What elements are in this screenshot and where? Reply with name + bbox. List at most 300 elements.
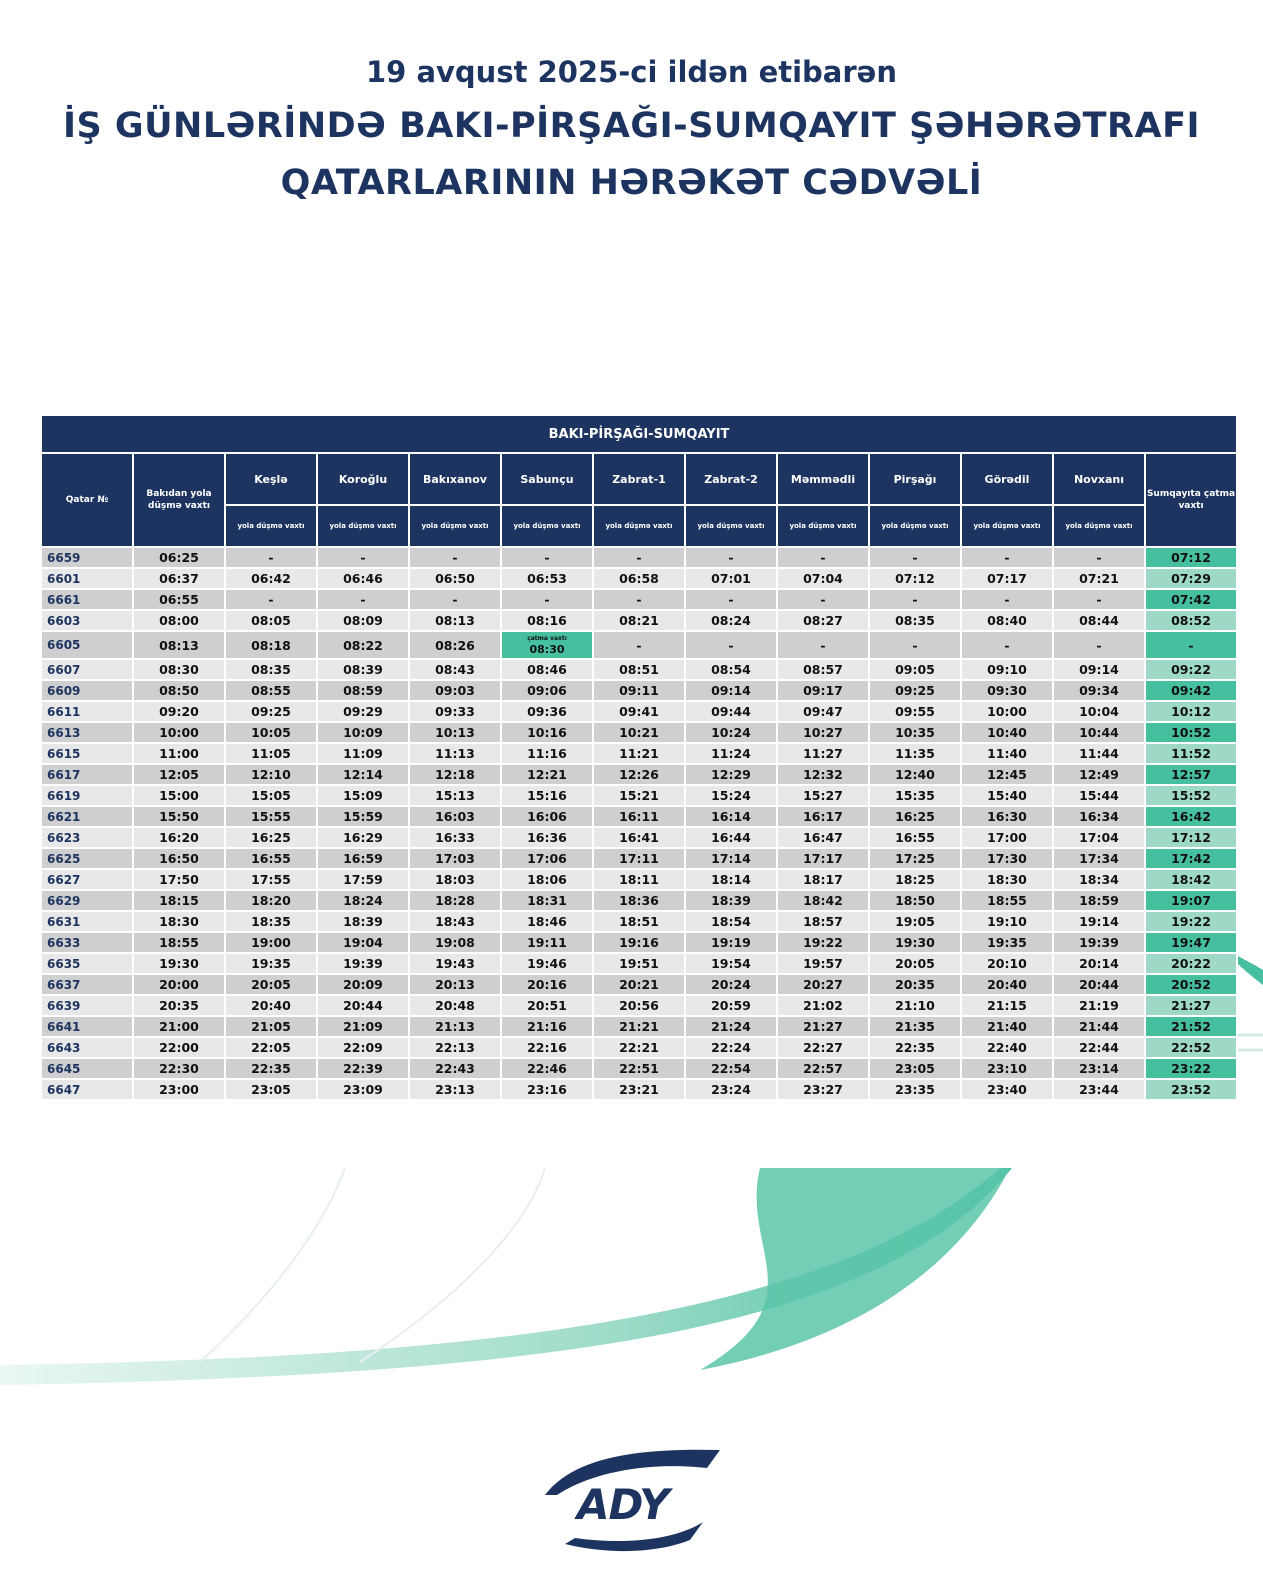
time-cell: - (685, 547, 777, 568)
time-cell: 06:46 (317, 568, 409, 589)
time-cell: 19:04 (317, 932, 409, 953)
time-cell: 09:11 (593, 680, 685, 701)
time-cell: 20:48 (409, 995, 501, 1016)
time-cell: 22:21 (593, 1037, 685, 1058)
time-cell: 23:16 (501, 1079, 593, 1100)
time-cell: 06:37 (133, 568, 225, 589)
time-cell: 12:10 (225, 764, 317, 785)
table-row (41, 1037, 1237, 1058)
time-cell: - (777, 631, 869, 659)
time-cell: 10:16 (501, 722, 593, 743)
time-cell: 06:50 (409, 568, 501, 589)
train-number: 6607 (41, 659, 133, 680)
station-header: Məmmədli (777, 453, 869, 505)
time-cell: 19:00 (225, 932, 317, 953)
time-cell: 23:10 (961, 1058, 1053, 1079)
time-cell: 18:36 (593, 890, 685, 911)
time-cell: 23:05 (869, 1058, 961, 1079)
time-cell: 08:51 (593, 659, 685, 680)
train-number: 6625 (41, 848, 133, 869)
table-row (41, 932, 1237, 953)
time-cell: 15:50 (133, 806, 225, 827)
train-number: 6611 (41, 701, 133, 722)
arrival-time: 20:52 (1145, 974, 1237, 995)
time-cell: 07:17 (961, 568, 1053, 589)
train-number: 6623 (41, 827, 133, 848)
time-cell: 11:44 (1053, 743, 1145, 764)
time-cell: 19:08 (409, 932, 501, 953)
arrival-time: 09:22 (1145, 659, 1237, 680)
time-cell: 18:20 (225, 890, 317, 911)
time-cell: 20:35 (869, 974, 961, 995)
time-cell: 11:00 (133, 743, 225, 764)
time-cell: 20:35 (133, 995, 225, 1016)
time-cell: 22:39 (317, 1058, 409, 1079)
time-cell: 09:14 (1053, 659, 1145, 680)
time-cell: 11:40 (961, 743, 1053, 764)
time-cell: 19:46 (501, 953, 593, 974)
time-cell: - (1053, 547, 1145, 568)
time-cell: 16:14 (685, 806, 777, 827)
time-cell: 08:09 (317, 610, 409, 631)
time-cell: 09:44 (685, 701, 777, 722)
time-cell: 20:59 (685, 995, 777, 1016)
train-number: 6637 (41, 974, 133, 995)
time-cell: 15:40 (961, 785, 1053, 806)
time-cell: 22:54 (685, 1058, 777, 1079)
table-row (41, 680, 1237, 701)
time-cell: 18:39 (685, 890, 777, 911)
time-cell: 12:14 (317, 764, 409, 785)
train-number: 6619 (41, 785, 133, 806)
time-cell (501, 631, 593, 659)
arrival-time: 09:42 (1145, 680, 1237, 701)
page-title-line1: İŞ GÜNLƏRİNDƏ BAKI-PİRŞAĞI-SUMQAYIT ŞƏHƏRƏTRAFI (62, 106, 1201, 146)
arrival-time: 23:52 (1145, 1079, 1237, 1100)
arrival-time: 19:22 (1145, 911, 1237, 932)
time-cell: 21:09 (317, 1016, 409, 1037)
time-cell: 18:59 (1053, 890, 1145, 911)
time-cell: 22:43 (409, 1058, 501, 1079)
time-cell: 08:24 (685, 610, 777, 631)
time-cell: - (317, 547, 409, 568)
time-cell: 09:55 (869, 701, 961, 722)
arrival-time: 16:42 (1145, 806, 1237, 827)
arrival-time: 07:42 (1145, 589, 1237, 610)
time-cell: 18:03 (409, 869, 501, 890)
time-cell: 09:25 (869, 680, 961, 701)
time-cell: - (961, 589, 1053, 610)
time-cell: 22:00 (133, 1037, 225, 1058)
time-cell: 11:35 (869, 743, 961, 764)
time-cell: 23:21 (593, 1079, 685, 1100)
time-cell: 17:00 (961, 827, 1053, 848)
train-number: 6639 (41, 995, 133, 1016)
time-cell: 23:27 (777, 1079, 869, 1100)
time-cell: 22:35 (869, 1037, 961, 1058)
time-cell: 15:13 (409, 785, 501, 806)
time-cell: 15:44 (1053, 785, 1145, 806)
arrival-time: 17:12 (1145, 827, 1237, 848)
departure-subheader: yola düşmə vaxtı (685, 505, 777, 547)
time-cell: 15:55 (225, 806, 317, 827)
time-cell: - (685, 631, 777, 659)
time-cell: - (685, 589, 777, 610)
time-cell: 09:17 (777, 680, 869, 701)
time-cell: 17:14 (685, 848, 777, 869)
station-header: Zabrat-2 (685, 453, 777, 505)
time-cell: 09:41 (593, 701, 685, 722)
time-cell: 22:40 (961, 1037, 1053, 1058)
time-cell: 06:25 (133, 547, 225, 568)
time-cell: 10:00 (961, 701, 1053, 722)
time-cell: 22:24 (685, 1037, 777, 1058)
time-cell: 09:34 (1053, 680, 1145, 701)
train-number: 6615 (41, 743, 133, 764)
time-cell: 22:05 (225, 1037, 317, 1058)
time-cell: 18:55 (133, 932, 225, 953)
time-cell: - (225, 547, 317, 568)
time-cell: 22:35 (225, 1058, 317, 1079)
arrival-time: 10:52 (1145, 722, 1237, 743)
time-cell: 10:27 (777, 722, 869, 743)
time-cell: 21:19 (1053, 995, 1145, 1016)
departure-subheader: yola düşmə vaxtı (869, 505, 961, 547)
table-row (41, 974, 1237, 995)
train-number: 6645 (41, 1058, 133, 1079)
time-cell: 23:40 (961, 1079, 1053, 1100)
time-cell: 17:03 (409, 848, 501, 869)
table-row (41, 568, 1237, 589)
time-cell: 09:06 (501, 680, 593, 701)
time-cell: 21:35 (869, 1016, 961, 1037)
time-cell: 23:44 (1053, 1079, 1145, 1100)
time-cell: 17:11 (593, 848, 685, 869)
time-cell: 15:21 (593, 785, 685, 806)
arrival-time: 21:27 (1145, 995, 1237, 1016)
time-cell: 08:13 (133, 631, 225, 659)
train-number: 6647 (41, 1079, 133, 1100)
page-title-line2: QATARLARININ HƏRƏKƏT CƏDVƏLİ (280, 163, 983, 203)
time-cell: 21:00 (133, 1016, 225, 1037)
time-cell: 18:51 (593, 911, 685, 932)
time-cell: - (869, 547, 961, 568)
time-cell: 09:14 (685, 680, 777, 701)
route-title: BAKI-PİRŞAĞI-SUMQAYIT (41, 415, 1237, 453)
time-cell: 16:36 (501, 827, 593, 848)
arrival-time: 08:52 (1145, 610, 1237, 631)
time-cell: 08:18 (225, 631, 317, 659)
time-cell: 20:09 (317, 974, 409, 995)
time-cell: 21:16 (501, 1016, 593, 1037)
time-cell: 18:06 (501, 869, 593, 890)
time-cell: 16:25 (869, 806, 961, 827)
time-cell: 19:19 (685, 932, 777, 953)
time-cell: 20:13 (409, 974, 501, 995)
table-row (41, 1016, 1237, 1037)
departure-subheader: yola düşmə vaxtı (501, 505, 593, 547)
time-cell: 16:30 (961, 806, 1053, 827)
time-cell: 23:05 (225, 1079, 317, 1100)
time-cell: - (777, 547, 869, 568)
train-number: 6609 (41, 680, 133, 701)
time-cell: 08:55 (225, 680, 317, 701)
time-cell: 11:27 (777, 743, 869, 764)
time-cell: 16:34 (1053, 806, 1145, 827)
time-cell: 08:27 (777, 610, 869, 631)
arrival-note-label: çatma vaxtı (527, 634, 567, 642)
time-cell: 07:12 (869, 568, 961, 589)
time-cell: 19:39 (1053, 932, 1145, 953)
time-cell: 10:44 (1053, 722, 1145, 743)
time-cell: 18:30 (961, 869, 1053, 890)
table-row (41, 806, 1237, 827)
train-number-header: Qatar № (41, 453, 133, 547)
time-cell: 08:05 (225, 610, 317, 631)
table-row (41, 785, 1237, 806)
time-cell: 10:04 (1053, 701, 1145, 722)
station-header: Bakıxanov (409, 453, 501, 505)
time-cell: 21:40 (961, 1016, 1053, 1037)
time-cell: - (225, 589, 317, 610)
sumqayit-arrival-header: Sumqayıta çatma vaxtı (1145, 453, 1237, 547)
time-cell: 08:43 (409, 659, 501, 680)
arrival-time: 12:57 (1145, 764, 1237, 785)
arrival-time: 20:22 (1145, 953, 1237, 974)
time-cell: 12:32 (777, 764, 869, 785)
time-cell: 22:16 (501, 1037, 593, 1058)
time-cell: 10:13 (409, 722, 501, 743)
time-cell: 16:47 (777, 827, 869, 848)
time-cell: 15:35 (869, 785, 961, 806)
time-cell: 18:14 (685, 869, 777, 890)
time-cell: 20:27 (777, 974, 869, 995)
time-cell: 07:04 (777, 568, 869, 589)
time-cell: 08:35 (225, 659, 317, 680)
station-header: Koroğlu (317, 453, 409, 505)
time-cell: 10:09 (317, 722, 409, 743)
time-cell: 20:44 (1053, 974, 1145, 995)
time-cell: 11:16 (501, 743, 593, 764)
time-cell: 08:35 (869, 610, 961, 631)
arrival-time: 21:52 (1145, 1016, 1237, 1037)
time-cell: 08:46 (501, 659, 593, 680)
time-cell: 10:05 (225, 722, 317, 743)
time-cell: 15:24 (685, 785, 777, 806)
time-cell: 17:30 (961, 848, 1053, 869)
time-cell: 18:55 (961, 890, 1053, 911)
time-cell: 18:34 (1053, 869, 1145, 890)
train-number: 6627 (41, 869, 133, 890)
time-cell: 19:30 (133, 953, 225, 974)
time-cell: 16:17 (777, 806, 869, 827)
time-cell: 18:42 (777, 890, 869, 911)
time-cell: 17:04 (1053, 827, 1145, 848)
arrival-note-time: 08:30 (529, 642, 565, 656)
time-cell: 16:29 (317, 827, 409, 848)
time-cell: 12:49 (1053, 764, 1145, 785)
time-cell: 22:44 (1053, 1037, 1145, 1058)
time-cell: 12:18 (409, 764, 501, 785)
table-row (41, 848, 1237, 869)
time-cell: 10:21 (593, 722, 685, 743)
train-number: 6613 (41, 722, 133, 743)
table-row (41, 869, 1237, 890)
time-cell: - (501, 589, 593, 610)
table-row (41, 589, 1237, 610)
train-schedule-table (40, 414, 1238, 1101)
time-cell: 17:55 (225, 869, 317, 890)
time-cell: 20:44 (317, 995, 409, 1016)
time-cell: 18:57 (777, 911, 869, 932)
time-cell: 23:35 (869, 1079, 961, 1100)
time-cell: 08:59 (317, 680, 409, 701)
time-cell: 19:05 (869, 911, 961, 932)
time-cell: - (1053, 631, 1145, 659)
station-header: Görədil (961, 453, 1053, 505)
time-cell: 16:06 (501, 806, 593, 827)
time-cell: 15:16 (501, 785, 593, 806)
time-cell: 19:43 (409, 953, 501, 974)
time-cell: 08:30 (133, 659, 225, 680)
time-cell: - (317, 589, 409, 610)
time-cell: - (593, 631, 685, 659)
table-row (41, 764, 1237, 785)
time-cell: 17:06 (501, 848, 593, 869)
time-cell: 09:47 (777, 701, 869, 722)
train-number: 6661 (41, 589, 133, 610)
time-cell: 08:13 (409, 610, 501, 631)
departure-subheader: yola düşmə vaxtı (225, 505, 317, 547)
time-cell: - (777, 589, 869, 610)
time-cell: 08:39 (317, 659, 409, 680)
time-cell: 06:55 (133, 589, 225, 610)
time-cell: 18:35 (225, 911, 317, 932)
train-number: 6631 (41, 911, 133, 932)
time-cell: 22:27 (777, 1037, 869, 1058)
time-cell: 22:57 (777, 1058, 869, 1079)
arrival-time: 07:12 (1145, 547, 1237, 568)
station-header: Sabunçu (501, 453, 593, 505)
arrival-time: 19:47 (1145, 932, 1237, 953)
time-cell: 09:33 (409, 701, 501, 722)
time-cell: 19:14 (1053, 911, 1145, 932)
time-cell: 09:20 (133, 701, 225, 722)
table-row (41, 995, 1237, 1016)
time-cell: 20:24 (685, 974, 777, 995)
time-cell: 19:35 (961, 932, 1053, 953)
time-cell: 09:29 (317, 701, 409, 722)
time-cell: 12:05 (133, 764, 225, 785)
time-cell: 20:56 (593, 995, 685, 1016)
time-cell: - (409, 589, 501, 610)
time-cell: 15:05 (225, 785, 317, 806)
time-cell: 12:29 (685, 764, 777, 785)
time-cell: 19:51 (593, 953, 685, 974)
time-cell: 18:11 (593, 869, 685, 890)
time-cell: 11:05 (225, 743, 317, 764)
time-cell: 15:27 (777, 785, 869, 806)
time-cell: 21:10 (869, 995, 961, 1016)
time-cell: 10:00 (133, 722, 225, 743)
time-cell: 18:25 (869, 869, 961, 890)
time-cell: 22:09 (317, 1037, 409, 1058)
train-number: 6635 (41, 953, 133, 974)
arrival-time: 18:42 (1145, 869, 1237, 890)
time-cell: 18:17 (777, 869, 869, 890)
time-cell: 23:24 (685, 1079, 777, 1100)
time-cell: 07:01 (685, 568, 777, 589)
time-cell: 16:55 (869, 827, 961, 848)
time-cell: 11:24 (685, 743, 777, 764)
time-cell: 09:10 (961, 659, 1053, 680)
train-number: 6641 (41, 1016, 133, 1037)
arrival-time: 17:42 (1145, 848, 1237, 869)
time-cell: 10:24 (685, 722, 777, 743)
time-cell: 16:20 (133, 827, 225, 848)
arrival-time: - (1145, 631, 1237, 659)
time-cell: 19:35 (225, 953, 317, 974)
time-cell: 09:25 (225, 701, 317, 722)
station-header: Zabrat-1 (593, 453, 685, 505)
table-row (41, 890, 1237, 911)
arrival-time: 11:52 (1145, 743, 1237, 764)
effective-date: 19 avqust 2025-ci ildən etibarən (366, 55, 897, 89)
time-cell: 18:54 (685, 911, 777, 932)
departure-subheader: yola düşmə vaxtı (317, 505, 409, 547)
time-cell: 15:00 (133, 785, 225, 806)
time-cell: 16:41 (593, 827, 685, 848)
train-number: 6605 (41, 631, 133, 659)
time-cell: 23:09 (317, 1079, 409, 1100)
time-cell: - (1053, 589, 1145, 610)
time-cell: 21:05 (225, 1016, 317, 1037)
time-cell: 21:13 (409, 1016, 501, 1037)
time-cell: 21:21 (593, 1016, 685, 1037)
time-cell: 21:27 (777, 1016, 869, 1037)
time-cell: 19:10 (961, 911, 1053, 932)
arrival-time: 10:12 (1145, 701, 1237, 722)
time-cell: - (593, 547, 685, 568)
time-cell: 16:11 (593, 806, 685, 827)
table-row (41, 547, 1237, 568)
time-cell: 11:13 (409, 743, 501, 764)
time-cell: 19:54 (685, 953, 777, 974)
time-cell: 16:50 (133, 848, 225, 869)
time-cell: 16:03 (409, 806, 501, 827)
departure-subheader: yola düşmə vaxtı (777, 505, 869, 547)
time-cell: 12:40 (869, 764, 961, 785)
departure-subheader: yola düşmə vaxtı (593, 505, 685, 547)
time-cell: 20:16 (501, 974, 593, 995)
time-cell: 19:39 (317, 953, 409, 974)
time-cell: 22:51 (593, 1058, 685, 1079)
station-header: Keşlə (225, 453, 317, 505)
time-cell: 09:30 (961, 680, 1053, 701)
time-cell: 17:50 (133, 869, 225, 890)
time-cell: 08:40 (961, 610, 1053, 631)
time-cell: 21:02 (777, 995, 869, 1016)
table-row (41, 659, 1237, 680)
train-number: 6659 (41, 547, 133, 568)
time-cell: 18:43 (409, 911, 501, 932)
station-header: Pirşağı (869, 453, 961, 505)
time-cell: 20:40 (961, 974, 1053, 995)
train-number: 6633 (41, 932, 133, 953)
train-number: 6621 (41, 806, 133, 827)
arrival-time: 15:52 (1145, 785, 1237, 806)
time-cell: 08:16 (501, 610, 593, 631)
